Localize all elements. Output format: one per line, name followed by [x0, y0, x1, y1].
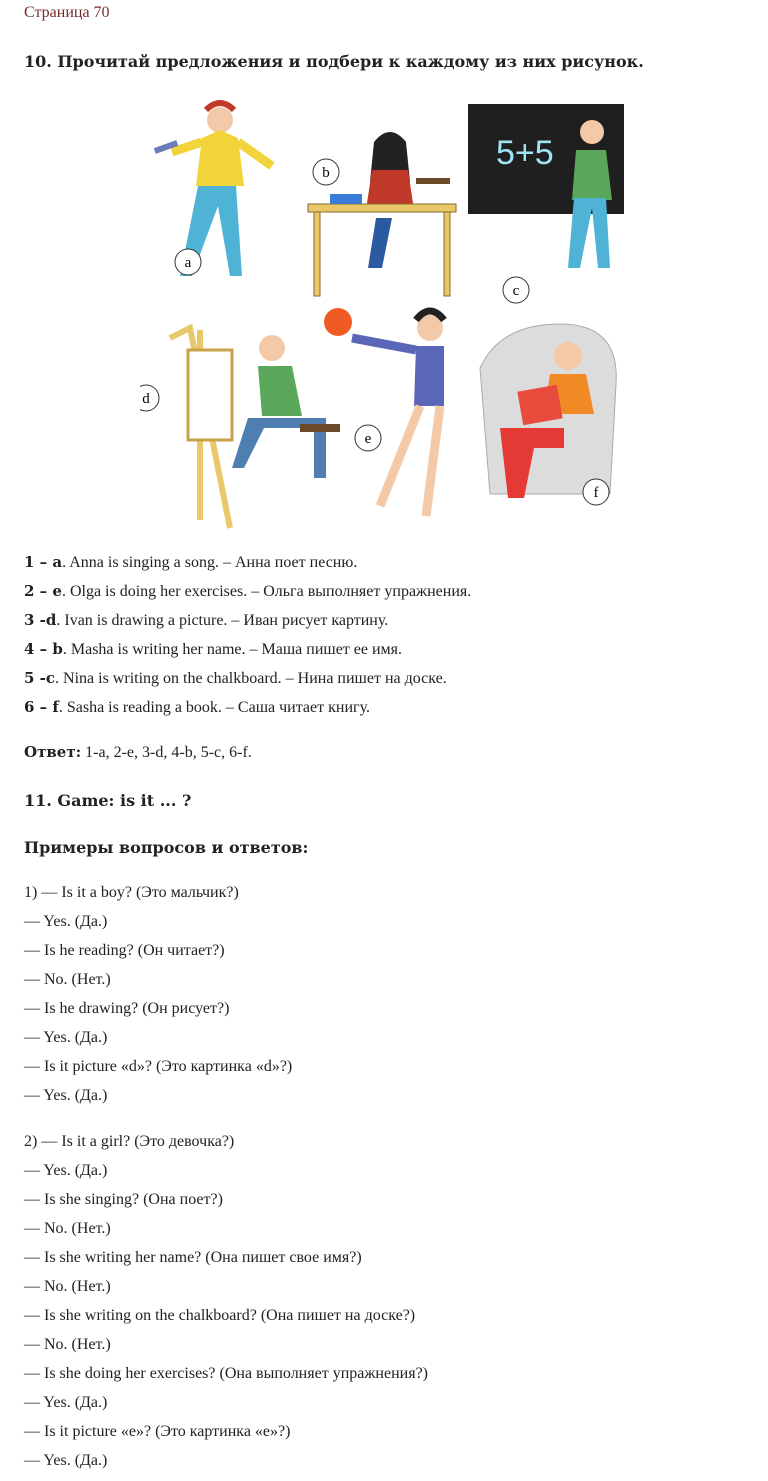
label-f: [583, 479, 609, 505]
dialog2-line: — Yes. (Да.): [24, 1452, 108, 1469]
svg-text:f: f: [593, 485, 599, 501]
svg-text:c: c: [512, 283, 520, 299]
dialog2-line: — Yes. (Да.): [24, 1394, 108, 1411]
label-a: [175, 249, 201, 275]
exercise-10-title: 10. Прочитай предложения и подбери к каждому из них рисунок.: [24, 52, 644, 71]
label-e: [355, 425, 381, 451]
dialog2-line: — Is she doing her exercises? (Она выполняет упражнения?): [24, 1365, 428, 1382]
label-d: [140, 385, 159, 411]
examples-heading: Примеры вопросов и ответов:: [24, 838, 309, 857]
dialog1-line: — No. (Нет.): [24, 971, 111, 988]
answer-line-1: 1 – a. Anna is singing a song. – Анна поет песню.: [24, 553, 358, 571]
dialog1-line: — Is it picture «d»? (Это картинка «d»?): [24, 1058, 293, 1075]
dialog1-line: — Yes. (Да.): [24, 1087, 108, 1104]
picture-b-writing-girl: [308, 132, 456, 296]
dialog2-line: — Yes. (Да.): [24, 1162, 108, 1179]
dialog1-line: — Is he drawing? (Он рисует?): [24, 1000, 230, 1017]
answer-line-3: 3 -d. Ivan is drawing a picture. – Иван рисует картину.: [24, 611, 389, 629]
picture-d-drawing-boy: [170, 328, 340, 528]
svg-text:e: e: [364, 431, 372, 447]
dialog2-line: — No. (Нет.): [24, 1336, 111, 1353]
dialog2-line: — Is she writing her name? (Она пишет свое имя?): [24, 1249, 362, 1266]
answer-line-2: 2 – e. Olga is doing her exercises. – Ольга выполняет упражнения.: [24, 582, 472, 600]
dialog2-line: — Is she writing on the chalkboard? (Она пишет на доске?): [24, 1307, 416, 1324]
label-b: [313, 159, 339, 185]
svg-text:b: b: [322, 165, 330, 181]
picture-e-gymnast-girl: [324, 308, 444, 516]
answer-line-6: 6 – f. Sasha is reading a book. – Саша читает книгу.: [24, 698, 370, 716]
exercise-illustration: [140, 98, 640, 530]
exercise-11-title: 11. Game: is it ... ?: [24, 791, 192, 810]
answer-line-4: 4 – b. Masha is writing her name. – Маша пишет ее имя.: [24, 640, 403, 658]
dialog2-line: — No. (Нет.): [24, 1278, 111, 1295]
picture-f-reading-boy: [480, 324, 616, 498]
page-header: Страница 70: [24, 4, 110, 21]
answer-summary: Ответ: 1-a, 2-e, 3-d, 4-b, 5-c, 6-f.: [24, 743, 252, 761]
picture-c-chalkboard-girl: [468, 104, 624, 268]
svg-text:d: d: [142, 391, 150, 407]
dialog1-line: — Yes. (Да.): [24, 1029, 108, 1046]
label-c: [503, 277, 529, 303]
picture-a-singing-girl: [154, 103, 272, 276]
dialog1-line: 1) — Is it a boy? (Это мальчик?): [24, 884, 239, 901]
svg-text:a: a: [184, 255, 192, 271]
answer-line-5: 5 -c. Nina is writing on the chalkboard. – Нина пишет на доске.: [24, 669, 447, 687]
dialog1-line: — Is he reading? (Он читает?): [24, 942, 225, 959]
dialog2-line: — Is she singing? (Она поет?): [24, 1191, 223, 1208]
dialog2-line: 2) — Is it a girl? (Это девочка?): [24, 1133, 235, 1150]
dialog2-line: — No. (Нет.): [24, 1220, 111, 1237]
dialog2-line: — Is it picture «e»? (Это картинка «e»?): [24, 1423, 291, 1440]
dialog1-line: — Yes. (Да.): [24, 913, 108, 930]
svg-text:5+5: 5+5: [496, 134, 554, 172]
